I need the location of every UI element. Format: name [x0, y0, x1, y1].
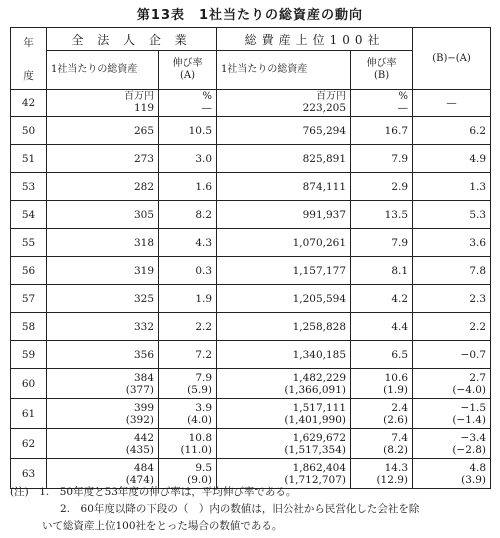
a-assets-cell: 265 [47, 117, 159, 145]
b-growth-cell-upper: 10.6 [384, 371, 409, 384]
a-growth-cell: 0.3 [159, 257, 217, 285]
b-assets-cell: 1,157,177 [217, 257, 351, 285]
a-growth-cell: 1.9 [159, 285, 217, 313]
a-growth-cell [159, 90, 217, 117]
year-cell: 51 [11, 145, 47, 173]
table-row [11, 341, 491, 369]
b-growth-cell [351, 429, 413, 459]
b-growth-cell-lower: (8.2) [383, 443, 409, 456]
b-assets-cell [217, 429, 351, 459]
diff-cell: 2.3 [413, 285, 491, 313]
diff-cell: 4.9 [413, 145, 491, 173]
b-assets-cell: 991,937 [217, 201, 351, 229]
a-growth-cell-upper: 7.9 [195, 371, 213, 384]
table-row [11, 201, 491, 229]
diff-cell: 3.6 [413, 229, 491, 257]
a-growth-cell-upper: 10.8 [188, 431, 213, 444]
b-growth-header [351, 51, 413, 90]
a-assets-header: 1社当たりの総資産 [47, 51, 159, 90]
year-cell: 54 [11, 201, 47, 229]
b-assets-cell-lower: (1,517,354) [284, 443, 347, 456]
table-row [11, 117, 491, 145]
b-assets-header: 1社当たりの総資産 [217, 51, 351, 90]
year-cell: 42 [11, 90, 47, 117]
diff-cell: 6.2 [413, 117, 491, 145]
diff-header: (B)−(A) [413, 28, 491, 90]
a-assets-cell: 325 [47, 285, 159, 313]
a-assets-cell-lower: (377) [125, 383, 154, 396]
a-assets-cell [47, 429, 159, 459]
a-growth-header [159, 51, 217, 90]
b-assets-cell: 765,294 [217, 117, 351, 145]
group-top100: 総費産上位100社 [217, 28, 413, 51]
table-row [11, 429, 491, 459]
b-assets-cell: 825,891 [217, 145, 351, 173]
b-growth-cell-upper: 7.4 [391, 431, 409, 444]
diff-cell: 2.2 [413, 313, 491, 341]
b-growth-cell: 4.4 [351, 313, 413, 341]
diff-cell-lower: (−1.4) [452, 413, 487, 426]
diff-cell [413, 369, 491, 399]
year-cell: 62 [11, 429, 47, 459]
a-growth-cell-lower: (11.0) [180, 443, 213, 456]
unit-label: % [398, 91, 409, 102]
b-growth-cell: 4.2 [351, 285, 413, 313]
a-growth-cell [159, 369, 217, 399]
b-growth-cell [351, 90, 413, 117]
year-cell: 59 [11, 341, 47, 369]
year-cell: 58 [11, 313, 47, 341]
table-title: 第13表 1社当たりの総資産の動向 [136, 8, 364, 23]
b-growth-cell: 6.5 [351, 341, 413, 369]
year-cell: 56 [11, 257, 47, 285]
b-growth-cell-upper: 2.4 [391, 401, 409, 414]
group-all-corporations: 全 法 人 企 業 [47, 28, 217, 51]
b-assets-cell: 1,258,828 [217, 313, 351, 341]
a-assets-cell: 332 [47, 313, 159, 341]
diff-cell-lower: (−4.0) [452, 383, 487, 396]
b-growth-cell: 13.5 [351, 201, 413, 229]
diff-cell: 1.3 [413, 173, 491, 201]
a-growth-cell-lower: (9.0) [187, 473, 213, 486]
a-assets-cell [47, 90, 159, 117]
table-row [11, 229, 491, 257]
b-assets-cell: 1,340,185 [217, 341, 351, 369]
a-assets-cell-upper: 399 [133, 401, 154, 414]
b-growth-value: — [397, 102, 409, 114]
b-assets-cell: 874,111 [217, 173, 351, 201]
a-assets-value: 119 [133, 102, 154, 114]
table-row [11, 369, 491, 399]
a-assets-cell-upper: 442 [133, 431, 154, 444]
a-growth-cell: 2.2 [159, 313, 217, 341]
year-header [11, 28, 47, 90]
a-growth-cell: 8.2 [159, 201, 217, 229]
a-assets-cell-lower: (474) [125, 473, 154, 486]
a-assets-cell: 282 [47, 173, 159, 201]
b-growth-header-mark: (B) [373, 70, 390, 81]
a-assets-cell-upper: 384 [133, 371, 154, 384]
b-growth-cell: 8.1 [351, 257, 413, 285]
b-growth-cell-upper: 14.3 [384, 461, 409, 474]
diff-cell-lower: (−2.8) [452, 443, 487, 456]
note-2-continued: いて総資産上位100社をとった場合の数値である。 [42, 520, 283, 532]
a-growth-cell: 3.0 [159, 145, 217, 173]
year-cell: 63 [11, 459, 47, 489]
b-growth-cell-lower: (2.6) [383, 413, 409, 426]
a-assets-cell-lower: (435) [125, 443, 154, 456]
b-growth-cell [351, 369, 413, 399]
unit-label: 百万円 [316, 91, 347, 102]
diff-cell: — [413, 90, 491, 117]
a-growth-value: — [201, 102, 213, 114]
year-cell: 60 [11, 369, 47, 399]
a-assets-cell [47, 399, 159, 429]
b-assets-cell-lower: (1,712,707) [284, 473, 347, 486]
note-1: (注) 1. 50年度と53年度の伸び率は，平均伸び率である。 [10, 486, 297, 498]
b-growth-cell: 7.9 [351, 145, 413, 173]
a-growth-header-mark: (A) [179, 70, 196, 81]
a-growth-cell: 10.5 [159, 117, 217, 145]
b-assets-cell [217, 369, 351, 399]
b-growth-cell: 2.9 [351, 173, 413, 201]
total-assets-table [10, 27, 491, 489]
notes [10, 484, 490, 535]
b-assets-cell [217, 399, 351, 429]
a-growth-cell-upper: 9.5 [195, 461, 213, 474]
a-assets-cell [47, 369, 159, 399]
b-assets-cell: 1,205,594 [217, 285, 351, 313]
a-growth-cell [159, 399, 217, 429]
b-assets-cell [217, 90, 351, 117]
a-growth-cell-upper: 3.9 [195, 401, 213, 414]
b-assets-cell-upper: 1,517,111 [292, 401, 347, 414]
a-growth-cell-lower: (5.9) [187, 383, 213, 396]
b-growth-cell: 7.9 [351, 229, 413, 257]
diff-cell: −0.7 [413, 341, 491, 369]
diff-cell-upper: 2.7 [469, 371, 487, 384]
table-row [11, 257, 491, 285]
b-assets-value: 223,205 [302, 102, 347, 114]
b-assets-cell-upper: 1,482,229 [292, 371, 347, 384]
a-assets-cell: 305 [47, 201, 159, 229]
table-row [11, 285, 491, 313]
note-2: 2. 60年度以降の下段の（ ）内の数値は，旧公社から民営化した会社を除 [60, 503, 420, 515]
a-growth-cell: 7.2 [159, 341, 217, 369]
a-assets-cell: 318 [47, 229, 159, 257]
table-row [11, 399, 491, 429]
diff-cell [413, 399, 491, 429]
diff-cell: 7.8 [413, 257, 491, 285]
b-growth-cell [351, 399, 413, 429]
table-row [11, 173, 491, 201]
a-growth-cell: 1.6 [159, 173, 217, 201]
b-assets-cell-upper: 1,629,672 [292, 431, 347, 444]
a-growth-cell: 4.3 [159, 229, 217, 257]
a-assets-cell: 319 [47, 257, 159, 285]
a-growth-cell [159, 429, 217, 459]
diff-cell-lower: (3.9) [461, 473, 487, 486]
b-assets-cell-lower: (1,366,091) [284, 383, 347, 396]
b-growth-cell-lower: (1.9) [383, 383, 409, 396]
a-growth-cell-lower: (4.0) [187, 413, 213, 426]
a-growth-header-label: 伸び率 [172, 58, 203, 69]
year-cell: 53 [11, 173, 47, 201]
diff-cell-upper: 4.8 [469, 461, 487, 474]
year-header-line1: 年 [23, 36, 34, 49]
b-growth-header-label: 伸び率 [366, 58, 397, 69]
diff-cell-upper: −3.4 [460, 431, 487, 444]
unit-label: % [202, 91, 213, 102]
b-growth-cell-lower: (12.9) [376, 473, 409, 486]
a-assets-cell-lower: (392) [125, 413, 154, 426]
b-assets-cell-upper: 1,862,404 [292, 461, 347, 474]
unit-label: 百万円 [124, 91, 154, 102]
b-assets-cell-lower: (1,401,990) [284, 413, 347, 426]
b-assets-cell: 1,070,261 [217, 229, 351, 257]
a-assets-cell: 273 [47, 145, 159, 173]
table-row [11, 145, 491, 173]
diff-cell: 5.3 [413, 201, 491, 229]
a-assets-cell-upper: 484 [133, 461, 154, 474]
year-cell: 50 [11, 117, 47, 145]
a-assets-cell: 356 [47, 341, 159, 369]
table-row [11, 313, 491, 341]
year-cell: 57 [11, 285, 47, 313]
b-growth-cell: 16.7 [351, 117, 413, 145]
year-cell: 55 [11, 229, 47, 257]
year-header-line2: 度 [23, 69, 34, 82]
table-row [11, 90, 491, 117]
diff-cell [413, 429, 491, 459]
year-cell: 61 [11, 399, 47, 429]
diff-cell-upper: −1.5 [460, 401, 487, 414]
